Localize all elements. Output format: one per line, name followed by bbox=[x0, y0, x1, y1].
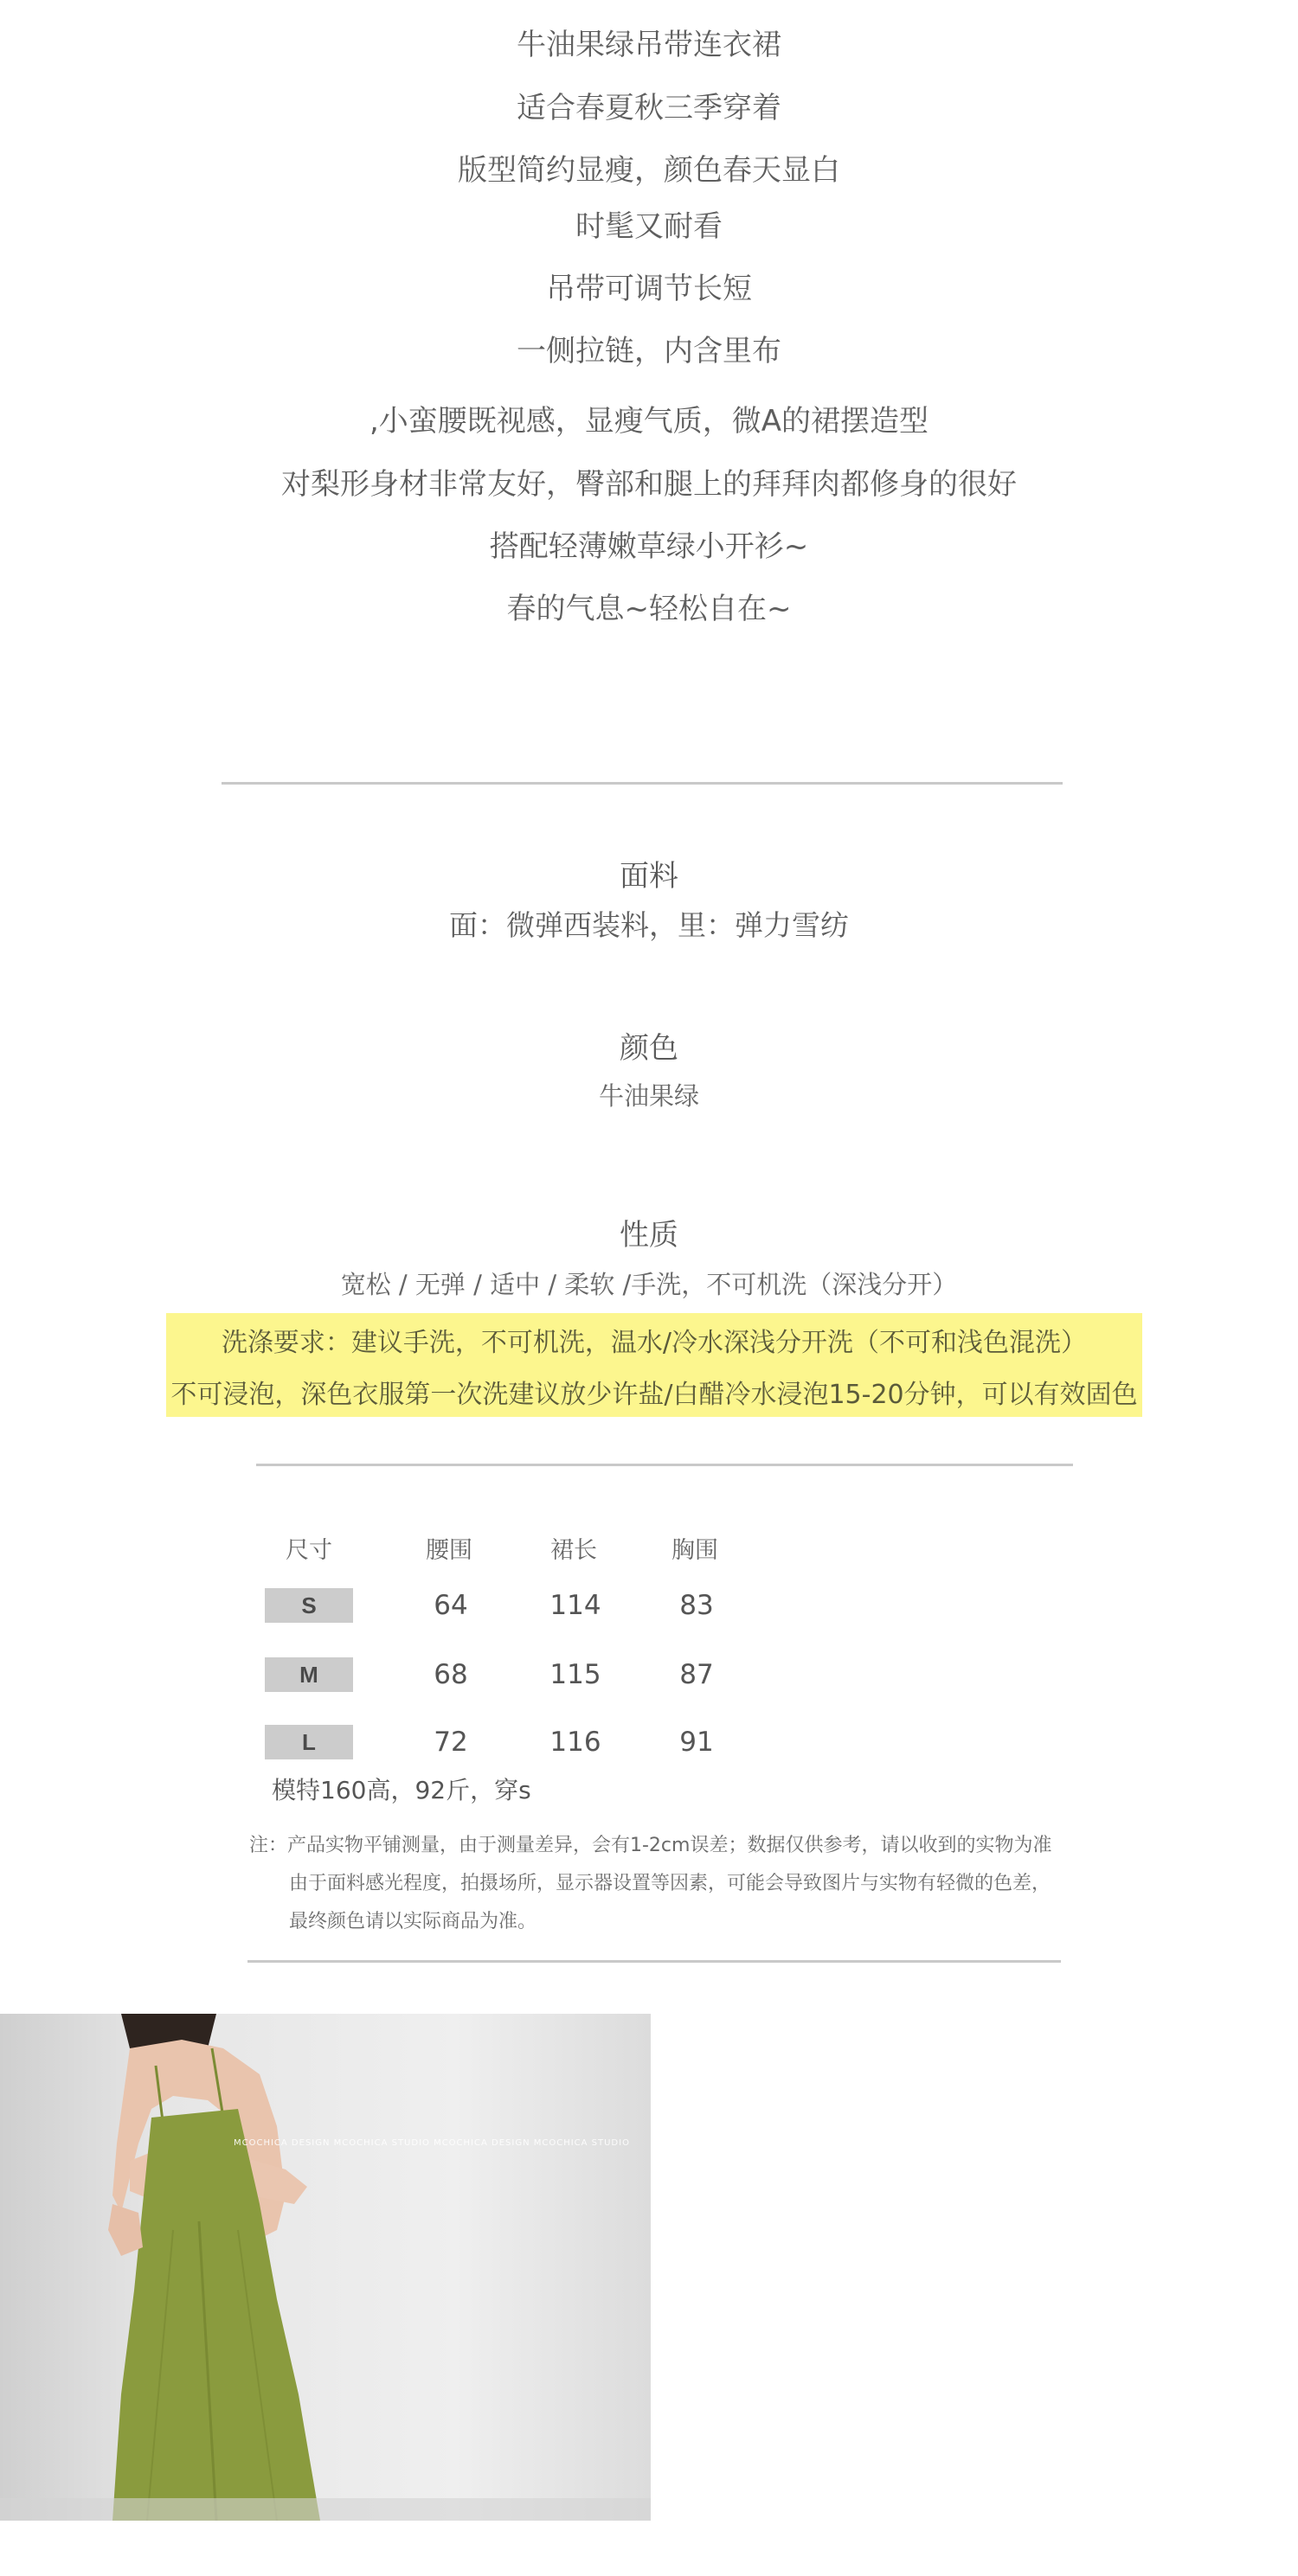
header-size: 尺寸 bbox=[286, 1537, 332, 1564]
waist-cell: 72 bbox=[434, 1727, 468, 1758]
bust-cell: 91 bbox=[679, 1727, 714, 1758]
fabric-value: 面：微弹西装料，里：弹力雪纺 bbox=[449, 908, 849, 942]
intro-line-5: 吊带可调节长短 bbox=[546, 272, 752, 306]
header-waist: 腰围 bbox=[426, 1537, 472, 1564]
intro-line-6: 一侧拉链，内含里布 bbox=[517, 334, 781, 368]
intro-line-4: 时髦又耐看 bbox=[575, 209, 723, 244]
size-badge-s: S bbox=[265, 1588, 353, 1623]
intro-line-1: 牛油果绿吊带连衣裙 bbox=[517, 28, 781, 62]
intro-line-10: 春的气息~轻松自在~ bbox=[506, 592, 792, 626]
color-title: 颜色 bbox=[620, 1031, 678, 1066]
divider-3 bbox=[247, 1960, 1061, 1963]
bust-cell: 83 bbox=[679, 1590, 714, 1621]
product-photo bbox=[0, 2014, 651, 2521]
intro-line-8: 对梨形身材非常友好，臀部和腿上的拜拜肉都修身的很好 bbox=[281, 467, 1017, 502]
color-value: 牛油果绿 bbox=[598, 1081, 699, 1111]
wash-instruction-1: 洗涤要求：建议手洗，不可机洗，温水/冷水深浅分开洗（不可和浅色混洗） bbox=[221, 1328, 1088, 1358]
intro-line-9: 搭配轻薄嫩草绿小开衫~ bbox=[489, 529, 809, 564]
intro-line-3: 版型简约显瘦，颜色春天显白 bbox=[458, 153, 840, 188]
note-line-3: 最终颜色请以实际商品为准。 bbox=[289, 1911, 537, 1932]
intro-line-7: ,小蛮腰既视感，显瘦气质，微A的裙摆造型 bbox=[369, 404, 929, 439]
photo-watermark: MCOCHICA DESIGN MCOCHICA STUDIO MCOCHICA DESIGN MCOCHICA STUDIO bbox=[234, 2138, 630, 2148]
waist-cell: 64 bbox=[434, 1590, 468, 1621]
length-cell: 115 bbox=[549, 1659, 601, 1690]
model-illustration bbox=[0, 2014, 651, 2521]
length-cell: 116 bbox=[549, 1727, 601, 1758]
fabric-title: 面料 bbox=[620, 859, 678, 894]
nature-value: 宽松 / 无弹 / 适中 / 柔软 /手洗，不可机洗（深浅分开） bbox=[340, 1270, 958, 1299]
size-badge-m: M bbox=[265, 1657, 353, 1692]
intro-line-2: 适合春夏秋三季穿着 bbox=[517, 91, 781, 125]
waist-cell: 68 bbox=[434, 1659, 468, 1690]
size-badge-l: L bbox=[265, 1725, 353, 1759]
header-length: 裙长 bbox=[550, 1537, 597, 1564]
wash-instruction-2: 不可浸泡，深色衣服第一次洗建议放少许盐/白醋冷水浸泡15-20分钟，可以有效固色 bbox=[170, 1380, 1138, 1410]
model-note: 模特160高，92斤，穿s bbox=[272, 1776, 531, 1804]
nature-title: 性质 bbox=[620, 1218, 678, 1253]
length-cell: 114 bbox=[549, 1590, 601, 1621]
bust-cell: 87 bbox=[679, 1659, 714, 1690]
header-bust: 胸围 bbox=[671, 1537, 718, 1564]
note-line-2: 由于面料感光程度，拍摄场所，显示器设置等因素，可能会导致图片与实物有轻微的色差， bbox=[289, 1873, 1051, 1894]
note-line-1: 注：产品实物平铺测量，由于测量差异，会有1-2cm误差；数据仅供参考，请以收到的实物为准 bbox=[249, 1835, 1052, 1856]
divider-1 bbox=[222, 782, 1063, 785]
divider-2 bbox=[256, 1464, 1073, 1466]
